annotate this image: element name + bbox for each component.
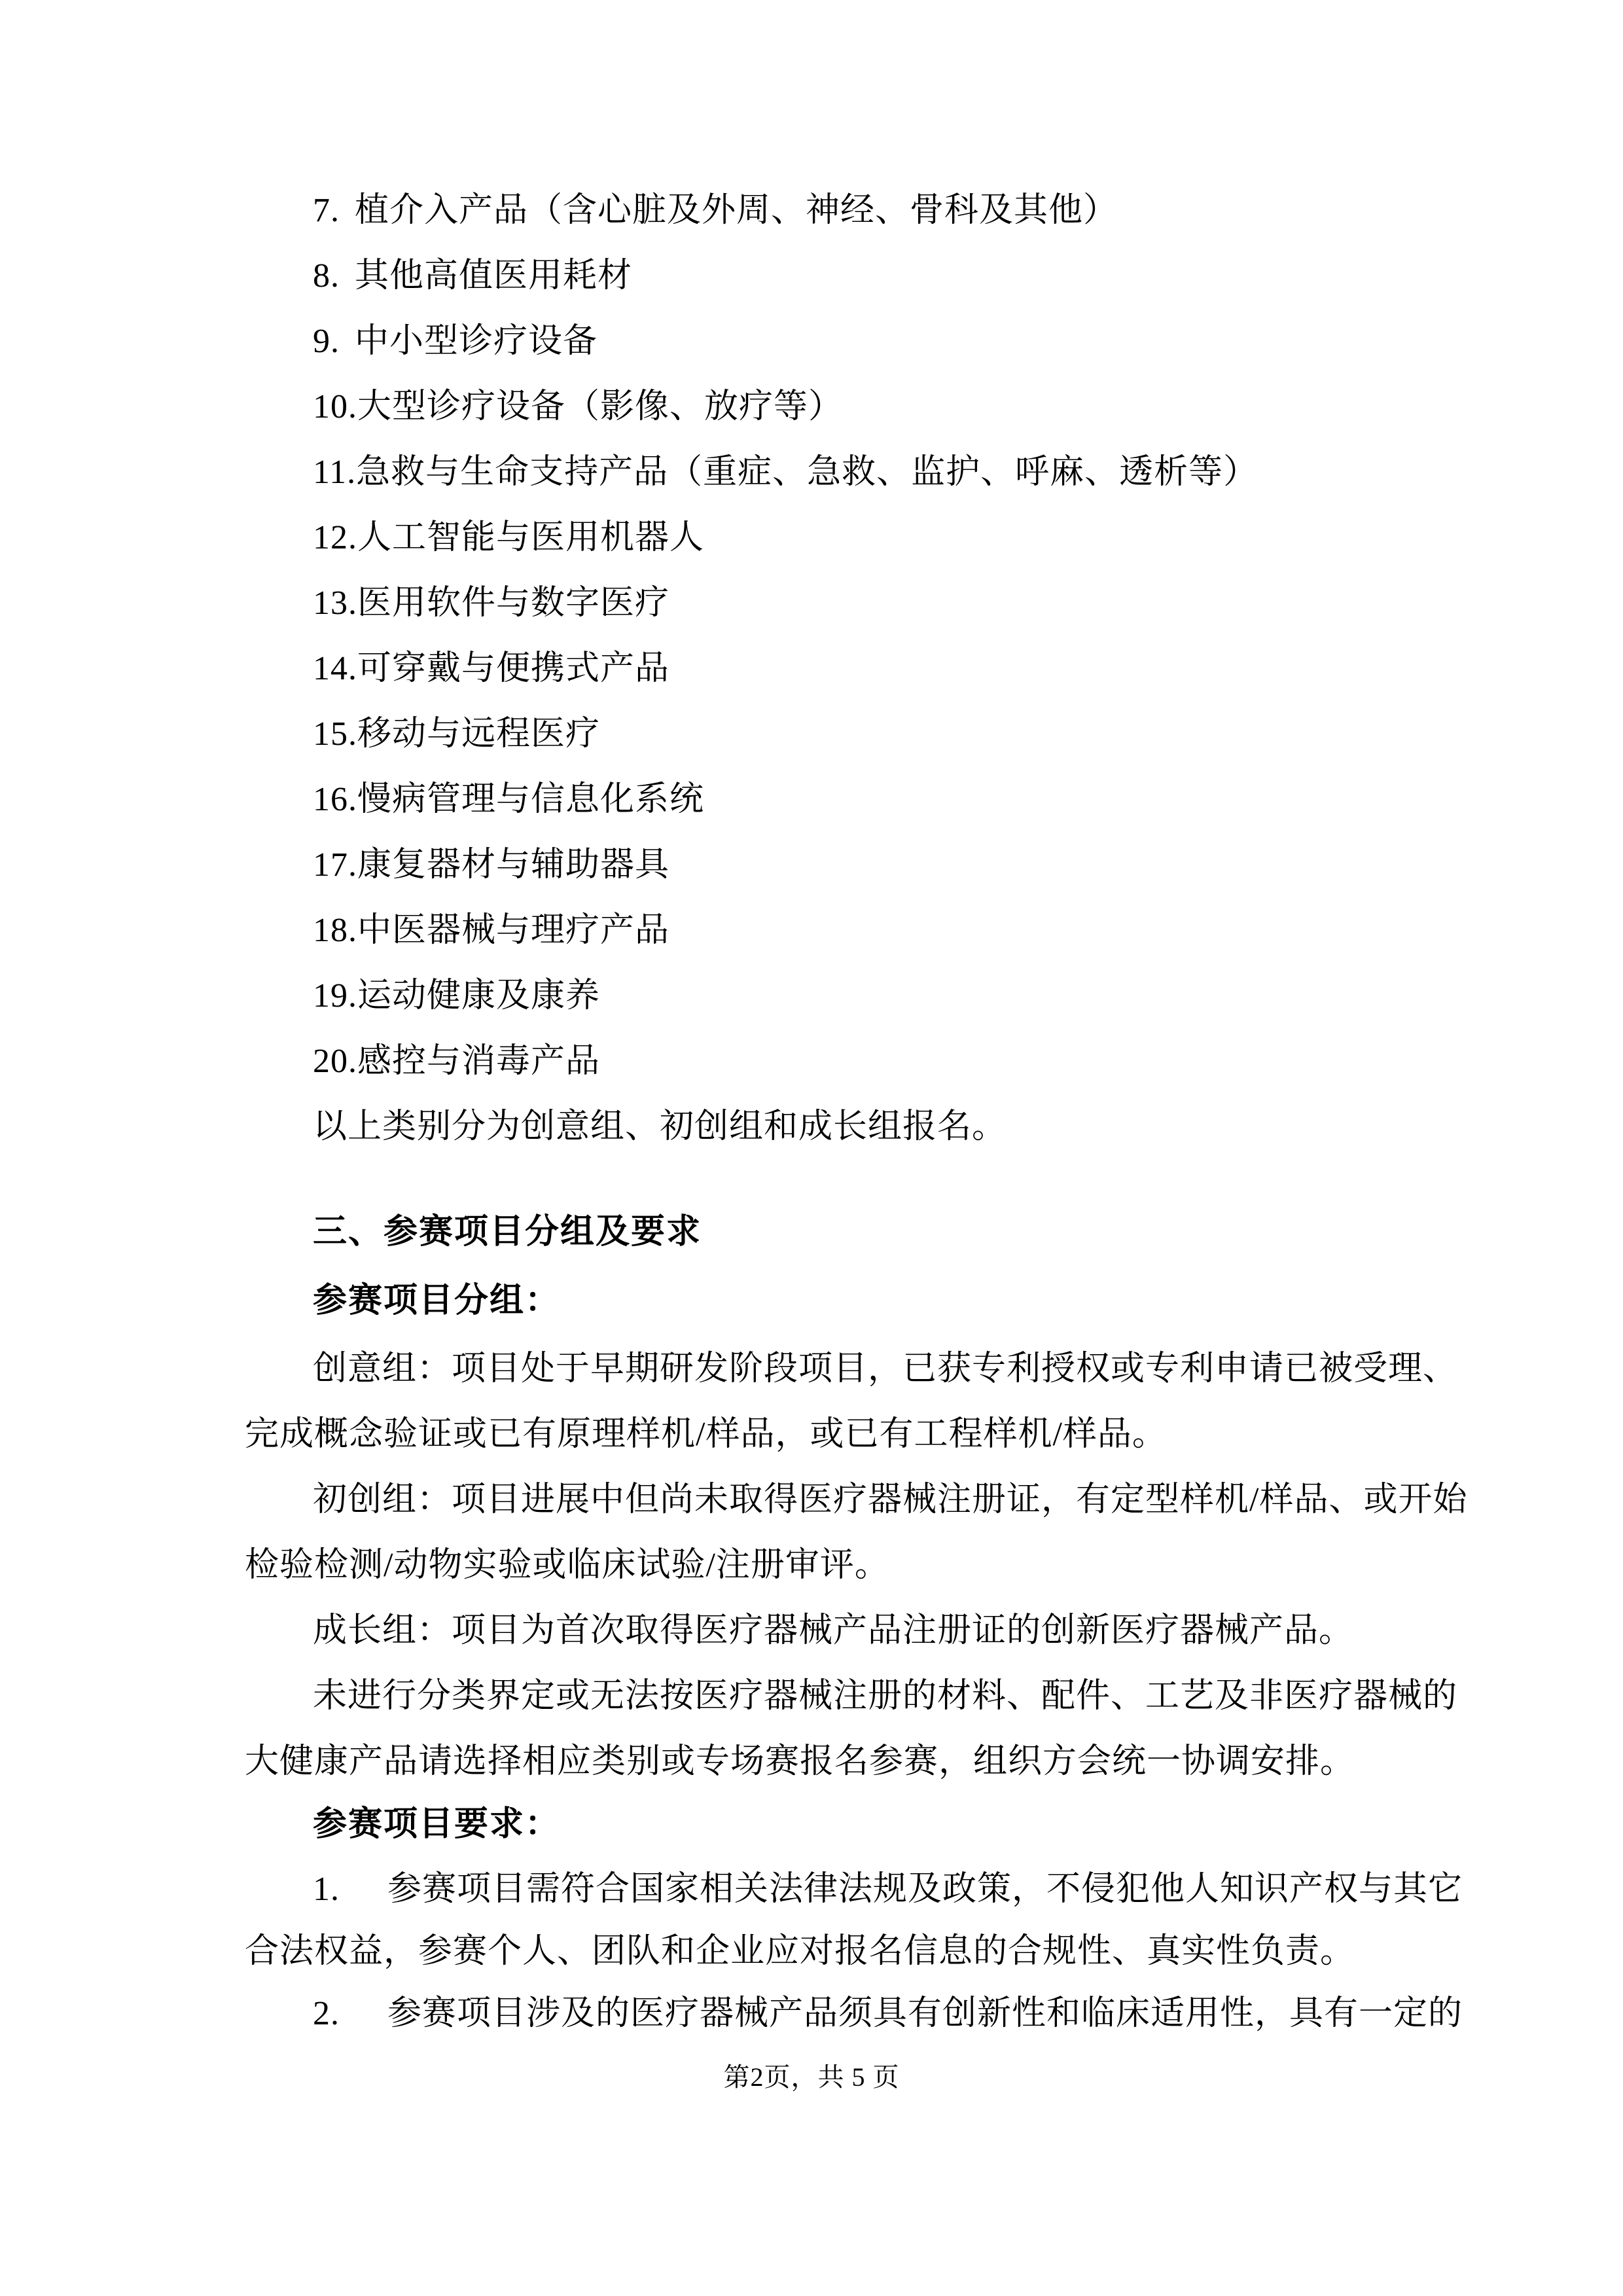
list-item-text: 大型诊疗设备（影像、放疗等） [357, 388, 844, 425]
list-item-number: 20. [313, 1043, 357, 1080]
paragraph-line: 大健康产品请选择相应类别或专场赛报名参赛，组织方会统一协调安排。 [245, 1743, 1355, 1780]
paragraph-line: 检验检测/动物实验或临床试验/注册审评。 [245, 1547, 889, 1584]
list-item-text: 中小型诊疗设备 [355, 323, 598, 360]
list-item-number: 13. [313, 584, 357, 622]
requirement-line [245, 1931, 1355, 1973]
list-item-number: 14. [313, 650, 357, 687]
list-item-text: 植介入产品（含心脏及外周、神经、骨科及其他） [355, 192, 1118, 229]
requirements-heading: 参赛项目要求： [313, 1805, 561, 1843]
list-item-text: 移动与远程医疗 [357, 715, 601, 753]
list-item-text: 运动健康及康养 [357, 977, 601, 1014]
paragraph-line: 未进行分类界定或无法按医疗器械注册的材料、配件、工艺及非医疗器械的 [313, 1677, 1458, 1715]
list-item [313, 321, 597, 363]
list-item-number: 8. [313, 257, 340, 295]
paragraph-line: 初创组：项目进展中但尚未取得医疗器械注册证，有定型样机/样品、或开始 [313, 1481, 1468, 1518]
list-item-number: 9. [313, 323, 340, 360]
list-item-number: 16. [313, 781, 357, 818]
list-item-text: 中医器械与理疗产品 [357, 912, 670, 949]
list-item-number: 10. [313, 388, 357, 425]
list-item [313, 844, 669, 886]
paragraph-line: 完成概念验证或已有原理样机/样品，或已有工程样机/样品。 [245, 1416, 1167, 1453]
requirement-line [313, 1993, 1463, 2035]
list-item-number: 19. [313, 977, 357, 1014]
list-item [313, 910, 669, 952]
requirement-text: 参赛项目需符合国家相关法律法规及政策，不侵犯他人知识产权与其它 [387, 1871, 1463, 1908]
list-item [313, 713, 600, 755]
requirement-text: 参赛项目涉及的医疗器械产品须具有创新性和临床适用性，具有一定的 [387, 1995, 1463, 2032]
list-item [313, 452, 1258, 493]
list-item [313, 648, 669, 690]
list-item [313, 779, 704, 821]
paragraph-line: 成长组：项目为首次取得医疗器械产品注册证的创新医疗器械产品。 [313, 1612, 1354, 1649]
list-item-number: 12. [313, 519, 357, 556]
requirement-number: 1. [313, 1871, 340, 1908]
list-item-text: 急救与生命支持产品（重症、急救、监护、呼麻、透析等） [356, 454, 1258, 491]
list-item [313, 517, 704, 559]
list-item [313, 1041, 600, 1083]
list-item-text: 人工智能与医用机器人 [357, 519, 705, 556]
page-footer: 第2页，共 5 页 [723, 2062, 900, 2092]
list-item-text: 感控与消毒产品 [357, 1043, 601, 1080]
list-item-text: 可穿戴与便携式产品 [357, 650, 670, 687]
list-item [313, 386, 843, 428]
list-item-text: 其他高值医用耗材 [355, 257, 633, 295]
grouping-heading: 参赛项目分组： [313, 1282, 561, 1319]
requirement-text: 合法权益，参赛个人、团队和企业应对报名信息的合规性、真实性负责。 [245, 1933, 1355, 1970]
list-item-number: 18. [313, 912, 357, 949]
paragraph-line: 创意组：项目处于早期研发阶段项目，已获专利授权或专利申请已被受理、 [313, 1350, 1458, 1388]
list-item [313, 583, 669, 624]
list-item [313, 190, 1118, 232]
section-heading: 三、参赛项目分组及要求 [313, 1213, 702, 1251]
closing-line: 以上类别分为创意组、初创组和成长组报名。 [313, 1108, 1007, 1145]
list-item-text: 慢病管理与信息化系统 [357, 781, 705, 818]
list-item-text: 康复器材与辅助器具 [357, 846, 670, 884]
list-item-number: 7. [313, 192, 340, 229]
list-item [313, 255, 632, 297]
requirement-line [313, 1869, 1463, 1910]
list-item-number: 11. [313, 454, 357, 491]
requirement-number: 2. [313, 1995, 340, 2032]
list-item-number: 15. [313, 715, 357, 753]
list-item-number: 17. [313, 846, 357, 884]
list-item [313, 975, 600, 1017]
list-item-text: 医用软件与数字医疗 [357, 584, 670, 622]
